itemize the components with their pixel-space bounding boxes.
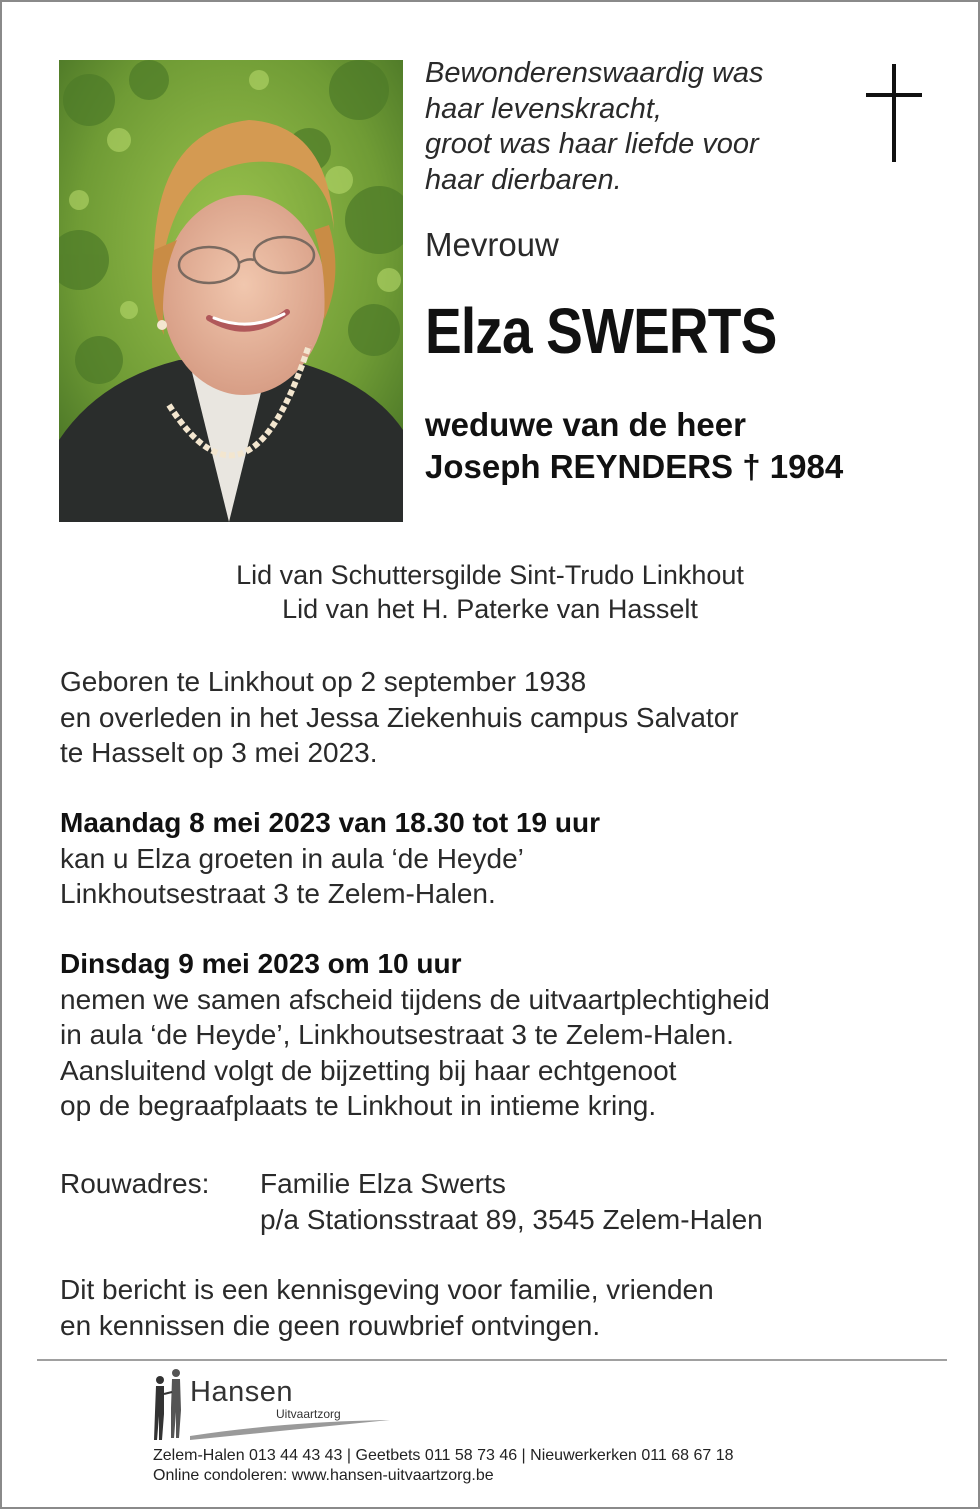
salutation: Mevrouw bbox=[425, 226, 559, 263]
funeral-heading: Dinsdag 9 mei 2023 om 10 uur bbox=[60, 948, 462, 979]
birth-death-line: en overleden in het Jessa Ziekenhuis campus Salvator bbox=[60, 701, 739, 733]
brand-subtitle: Uitvaartzorg bbox=[276, 1407, 341, 1421]
verse bbox=[425, 56, 845, 198]
visitation-info bbox=[60, 805, 600, 912]
mourning-address-line: p/a Stationsstraat 89, 3545 Zelem-Halen bbox=[260, 1204, 763, 1235]
funeral-line: in aula ‘de Heyde’, Linkhoutsestraat 3 te Zelem-Halen. bbox=[60, 1019, 734, 1050]
footer-online: Online condoleren: www.hansen-uitvaartzorg.be bbox=[153, 1467, 494, 1484]
verse-line: groot was haar liefde voor bbox=[425, 128, 759, 160]
brand-name: Hansen bbox=[190, 1376, 293, 1408]
visitation-heading: Maandag 8 mei 2023 van 18.30 tot 19 uur bbox=[60, 807, 601, 838]
memberships bbox=[2, 558, 978, 626]
birth-death-line: te Hasselt op 3 mei 2023. bbox=[60, 737, 378, 768]
membership-line: Lid van Schuttersgilde Sint-Trudo Linkhout bbox=[236, 560, 744, 590]
hansen-logo bbox=[150, 1364, 390, 1446]
funeral-line: nemen we samen afscheid tijdens de uitvaartplechtigheid bbox=[60, 983, 770, 1015]
widow-line: Joseph REYNDERS † 1984 bbox=[425, 448, 844, 485]
portrait-illustration bbox=[59, 60, 403, 522]
verse-line: haar dierbaren. bbox=[425, 163, 622, 196]
widow-of bbox=[425, 404, 843, 488]
funeral-info bbox=[60, 946, 770, 1124]
cross-icon bbox=[866, 64, 922, 162]
deceased-name: Elza SWERTS bbox=[425, 295, 777, 367]
funeral-line: Aansluitend volgt de bijzetting bij haar echtgenoot bbox=[60, 1054, 677, 1086]
brand-swoosh bbox=[190, 1414, 390, 1444]
hansen-figures-icon bbox=[150, 1364, 190, 1446]
funeral-line: op de begraafplaats te Linkhout in intieme kring. bbox=[60, 1090, 657, 1121]
birth-death-line: Geboren te Linkhout op 2 september 1938 bbox=[60, 666, 587, 697]
mourning-address-label: Rouwadres: bbox=[60, 1168, 210, 1199]
notice bbox=[60, 1272, 714, 1343]
visitation-line: kan u Elza groeten in aula ‘de Heyde’ bbox=[60, 842, 524, 874]
birth-death-info bbox=[60, 664, 739, 771]
notice-line: Dit bericht is een kennisgeving voor familie, vrienden bbox=[60, 1274, 714, 1305]
portrait-photo bbox=[59, 60, 403, 522]
verse-line: Bewonderenswaardig was bbox=[425, 57, 764, 89]
footer-divider bbox=[37, 1359, 947, 1361]
mourning-address-line: Familie Elza Swerts bbox=[260, 1168, 506, 1199]
mourning-address-value bbox=[260, 1166, 763, 1238]
widow-line: weduwe van de heer bbox=[425, 406, 746, 443]
footer-contact bbox=[153, 1446, 734, 1486]
notice-line: en kennissen die geen rouwbrief ontvingen. bbox=[60, 1309, 601, 1341]
membership-line: Lid van het H. Paterke van Hasselt bbox=[282, 594, 698, 624]
verse-line: haar levenskracht, bbox=[425, 92, 662, 125]
footer-phones: Zelem-Halen 013 44 43 43 | Geetbets 011 58 73 46 | Nieuwerkerken 011 68 67 18 bbox=[153, 1447, 734, 1464]
visitation-line: Linkhoutsestraat 3 te Zelem-Halen. bbox=[60, 878, 496, 909]
